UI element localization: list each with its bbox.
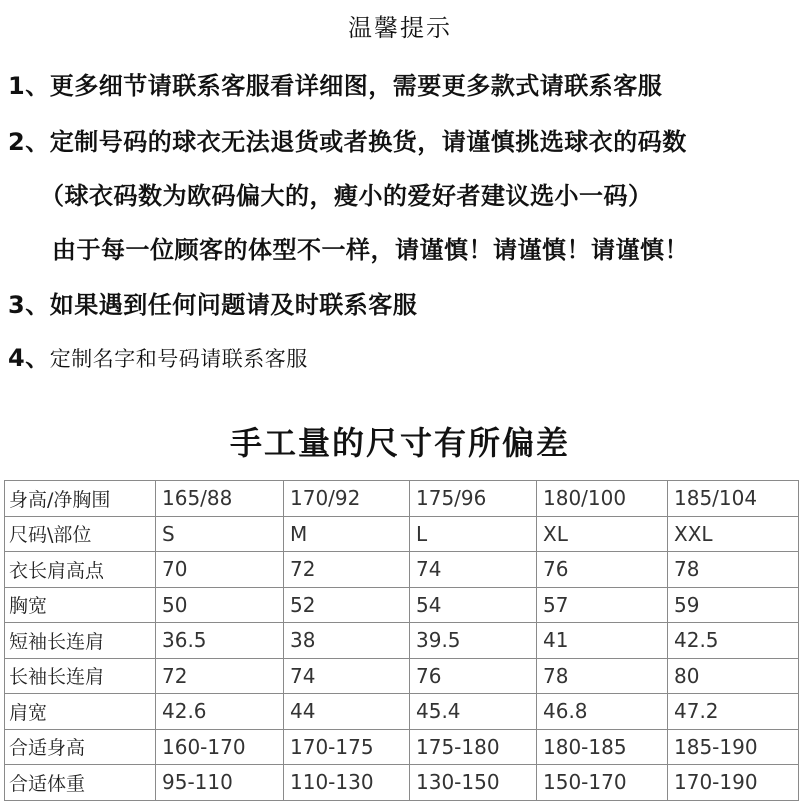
row-label: 长袖长连肩: [5, 658, 156, 694]
notice-line-2: [8, 122, 687, 157]
notice-line-number: 1、: [8, 72, 50, 100]
notice-line-number: 4、: [8, 344, 50, 372]
table-cell: S: [156, 516, 284, 552]
table-cell: 74: [410, 552, 537, 588]
table-cell: 44: [284, 694, 410, 730]
row-label: 合适身高: [5, 729, 156, 765]
table-cell: 95-110: [156, 765, 284, 801]
table-cell: 72: [284, 552, 410, 588]
table-cell: 72: [156, 658, 284, 694]
table-cell: 150-170: [537, 765, 668, 801]
notice-title: 温馨提示: [348, 14, 452, 42]
notice-line-number: 2、: [8, 128, 50, 156]
table-cell: 70: [156, 552, 284, 588]
table-row: [5, 729, 799, 765]
table-cell: 175-180: [410, 729, 537, 765]
notice-line-text: 由于每一位顾客的体型不一样，请谨慎！请谨慎！请谨慎！: [52, 236, 689, 264]
notice-line-4: [8, 338, 308, 373]
row-label: 短袖长连肩: [5, 623, 156, 659]
notice-line-2-warning: [52, 230, 689, 265]
table-cell: M: [284, 516, 410, 552]
table-cell: 76: [410, 658, 537, 694]
table-cell: 76: [537, 552, 668, 588]
table-cell: 185-190: [668, 729, 799, 765]
table-cell: 160-170: [156, 729, 284, 765]
table-cell: 78: [537, 658, 668, 694]
size-table: [4, 480, 799, 801]
table-cell: 42.6: [156, 694, 284, 730]
table-cell: 46.8: [537, 694, 668, 730]
table-cell: 45.4: [410, 694, 537, 730]
table-cell: 80: [668, 658, 799, 694]
table-cell: 38: [284, 623, 410, 659]
table-cell: 180-185: [537, 729, 668, 765]
table-row: [5, 623, 799, 659]
table-cell: XXL: [668, 516, 799, 552]
notice-line-number: 3、: [8, 291, 50, 319]
table-cell: 52: [284, 587, 410, 623]
table-row: [5, 516, 799, 552]
table-row: [5, 552, 799, 588]
row-label: 合适体重: [5, 765, 156, 801]
row-label: 胸宽: [5, 587, 156, 623]
row-label: 尺码\部位: [5, 516, 156, 552]
table-cell: 175/96: [410, 481, 537, 517]
notice-line-text: （球衣码数为欧码偏大的，瘦小的爱好者建议选小一码）: [40, 182, 653, 210]
table-cell: 74: [284, 658, 410, 694]
size-table-title: 手工量的尺寸有所偏差: [229, 424, 570, 462]
table-cell: 170-190: [668, 765, 799, 801]
table-row: [5, 694, 799, 730]
table-cell: 78: [668, 552, 799, 588]
table-row: [5, 765, 799, 801]
table-cell: 180/100: [537, 481, 668, 517]
notice-line-text: 定制名字和号码请联系客服: [49, 347, 308, 371]
table-cell: 42.5: [668, 623, 799, 659]
row-label: 衣长肩高点: [5, 552, 156, 588]
table-cell: 170-175: [284, 729, 410, 765]
notice-line-text: 如果遇到任何问题请及时联系客服: [49, 291, 418, 319]
table-cell: 39.5: [410, 623, 537, 659]
table-cell: 59: [668, 587, 799, 623]
notice-line-1: [8, 66, 662, 101]
notice-line-2-note: [40, 176, 653, 211]
table-cell: 165/88: [156, 481, 284, 517]
row-label: 肩宽: [5, 694, 156, 730]
table-cell: 47.2: [668, 694, 799, 730]
table-cell: 50: [156, 587, 284, 623]
table-row: [5, 587, 799, 623]
row-label: 身高/净胸围: [5, 481, 156, 517]
table-row: [5, 658, 799, 694]
table-cell: XL: [537, 516, 668, 552]
table-cell: 36.5: [156, 623, 284, 659]
table-cell: 130-150: [410, 765, 537, 801]
table-cell: 185/104: [668, 481, 799, 517]
table-cell: L: [410, 516, 537, 552]
table-row: [5, 481, 799, 517]
table-cell: 41: [537, 623, 668, 659]
notice-line-3: [8, 285, 417, 320]
table-cell: 170/92: [284, 481, 410, 517]
table-cell: 54: [410, 587, 537, 623]
table-cell: 57: [537, 587, 668, 623]
size-table-body: [5, 481, 799, 801]
notice-line-text: 更多细节请联系客服看详细图，需要更多款式请联系客服: [49, 72, 663, 100]
table-cell: 110-130: [284, 765, 410, 801]
notice-line-text: 定制号码的球衣无法退货或者换货，请谨慎挑选球衣的码数: [49, 128, 687, 156]
